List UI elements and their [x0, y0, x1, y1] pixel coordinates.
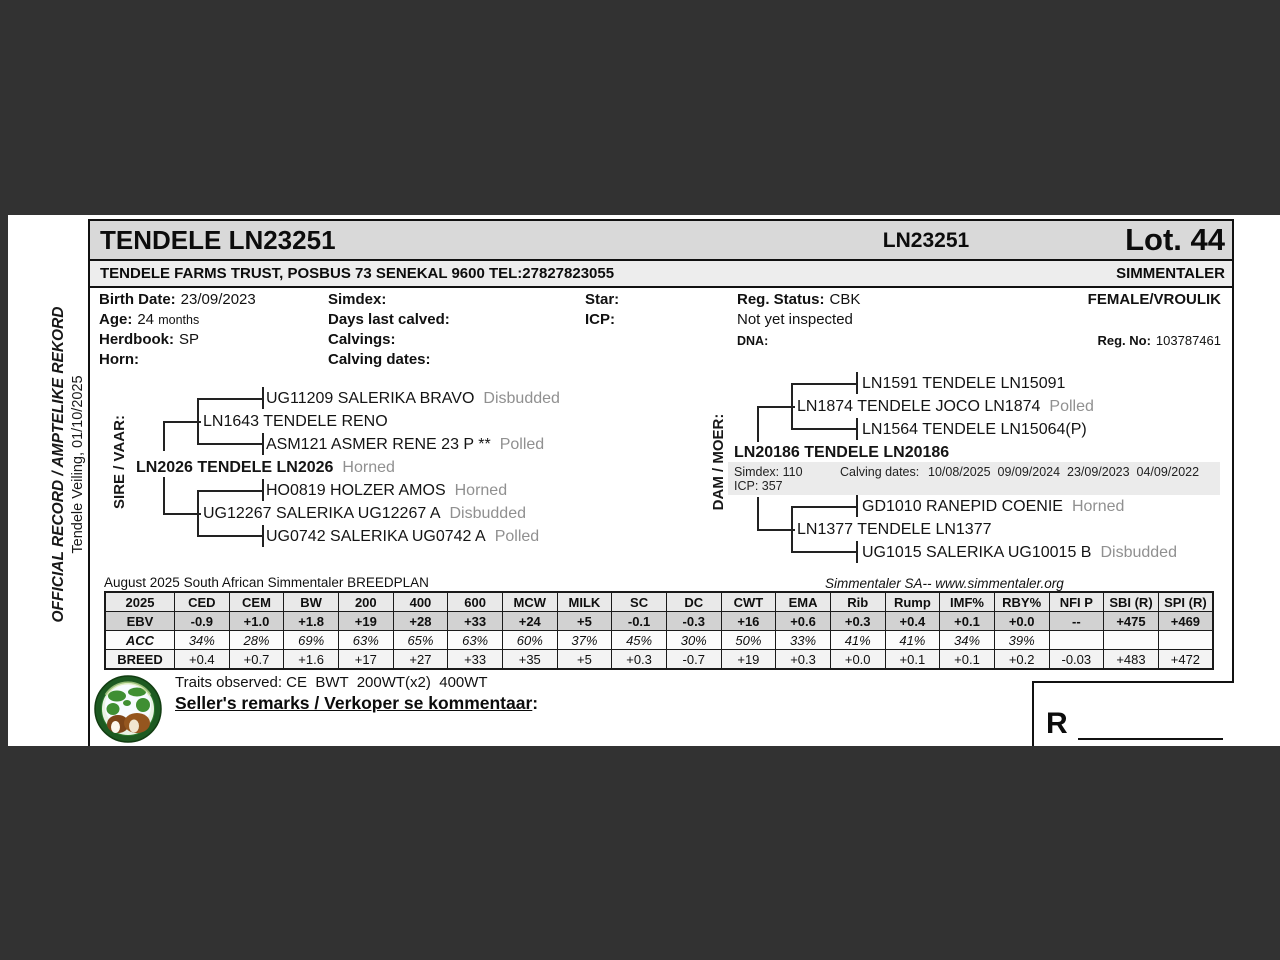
inspection-status: Not yet inspected [737, 311, 853, 328]
breedplan-breed-cell: +0.0 [830, 650, 885, 670]
breedplan-acc-row [105, 631, 1213, 650]
breedplan-header-cell: CWT [721, 592, 776, 612]
content-border-left [88, 219, 90, 746]
breedplan-acc-cell: ACC [105, 631, 175, 650]
breedplan-header-cell: BW [284, 592, 339, 612]
pedigree-node [266, 389, 560, 409]
animal-name: UG1015 SALERIKA UG10015 B [862, 544, 1092, 561]
breedplan-ebv-cell: +1.8 [284, 612, 339, 631]
tree-line [757, 497, 759, 531]
breedplan-breed-cell: BREED [105, 650, 175, 670]
breedplan-acc-cell [1104, 631, 1159, 650]
breedplan-table [104, 591, 1214, 670]
breedplan-ebv-cell: -0.9 [175, 612, 230, 631]
pedigree-node [797, 520, 1001, 540]
breedplan-header-row [105, 592, 1213, 612]
horn-status: Horned [1071, 498, 1125, 515]
breedplan-ebv-cell: +1.0 [229, 612, 284, 631]
field-simdex: Simdex: [328, 291, 387, 308]
breedplan-acc-cell: 34% [940, 631, 995, 650]
tree-line [197, 443, 264, 445]
breedplan-ebv-cell: +0.3 [830, 612, 885, 631]
breedplan-ebv-cell: -0.3 [666, 612, 721, 631]
horn-status: Polled [499, 436, 545, 453]
breedplan-acc-cell: 45% [612, 631, 667, 650]
breedplan-header-cell: IMF% [940, 592, 995, 612]
horn-status: Disbudded [449, 505, 526, 522]
tree-line [163, 513, 201, 515]
breedplan-acc-cell: 50% [721, 631, 776, 650]
field-horn: Horn: [99, 351, 139, 368]
pedigree-node-dam [734, 443, 949, 463]
tree-line [856, 372, 858, 394]
breedplan-ebv-cell: +33 [448, 612, 503, 631]
pedigree-node [203, 504, 526, 524]
breedplan-header-cell: Rump [885, 592, 940, 612]
horn-status: Horned [342, 459, 395, 476]
breedplan-ebv-cell: +16 [721, 612, 776, 631]
animal-name: LN20186 TENDELE LN20186 [734, 444, 950, 461]
breedplan-header-cell: DC [666, 592, 721, 612]
title-bar [90, 221, 1232, 261]
field-birth-date: Birth Date: 23/09/2023 [99, 291, 256, 308]
breedplan-breed-cell: +0.1 [940, 650, 995, 670]
tree-line [262, 479, 264, 501]
breedplan-breed-cell: +35 [502, 650, 557, 670]
owner-address: TENDELE FARMS TRUST, POSBUS 73 SENEKAL 9600 TEL:27827823055 [100, 265, 615, 282]
tree-line [197, 398, 264, 400]
field-reg-status: Reg. Status: CBK [737, 291, 861, 308]
breedplan-ebv-cell: +0.4 [885, 612, 940, 631]
breedplan-acc-cell: 34% [175, 631, 230, 650]
breedplan-ebv-cell: -0.1 [612, 612, 667, 631]
price-box-border-left [1032, 681, 1034, 746]
pedigree-node [862, 374, 1074, 394]
breedplan-breed-cell: +0.3 [776, 650, 831, 670]
tree-line [197, 490, 199, 537]
tree-line [262, 433, 264, 455]
breedplan-header-cell: CEM [229, 592, 284, 612]
tree-line [197, 490, 264, 492]
breedplan-header-cell: MILK [557, 592, 612, 612]
catalog-page [8, 215, 1280, 746]
simmentaler-logo [94, 675, 162, 743]
tree-line [757, 406, 759, 442]
tree-line [197, 535, 264, 537]
breedplan-ebv-cell: +0.0 [994, 612, 1049, 631]
price-blank-line [1078, 738, 1223, 740]
pedigree-node [862, 497, 1124, 517]
field-star: Star: [585, 291, 620, 308]
breedplan-ebv-cell: +469 [1158, 612, 1213, 631]
field-icp: ICP: [585, 311, 615, 328]
dam-calving-dates-label: Calving dates: [840, 465, 920, 479]
breedplan-breed-cell: +27 [393, 650, 448, 670]
breedplan-breed-cell: +17 [338, 650, 393, 670]
breedplan-breed-cell: +0.4 [175, 650, 230, 670]
price-currency: R [1046, 707, 1068, 740]
page-title: TENDELE LN23251 [100, 225, 336, 255]
animal-name: LN2026 TENDELE LN2026 [136, 459, 334, 476]
breed-name: SIMMENTALER [1116, 265, 1225, 282]
animal-id: LN23251 [882, 229, 970, 252]
breedplan-breed-cell: -0.7 [666, 650, 721, 670]
tree-line [163, 421, 201, 423]
breedplan-acc-cell: 60% [502, 631, 557, 650]
pedigree-node [862, 420, 1096, 440]
breedplan-header-cell: 600 [448, 592, 503, 612]
tree-line [262, 525, 264, 547]
breedplan-breed-cell: +0.3 [612, 650, 667, 670]
breedplan-ebv-cell: +24 [502, 612, 557, 631]
breedplan-ebv-cell: EBV [105, 612, 175, 631]
animal-name: UG0742 SALERIKA UG0742 A [266, 528, 486, 545]
field-herdbook: Herdbook: SP [99, 331, 200, 348]
pedigree-node [203, 412, 397, 432]
lot-number: Lot. 44 [1125, 222, 1225, 257]
animal-name: GD1010 RANEPID COENIE [862, 498, 1063, 515]
tree-line [163, 421, 165, 451]
breedplan-breed-cell: +5 [557, 650, 612, 670]
horn-status: Disbudded [483, 390, 560, 407]
traits-observed: Traits observed: CE BWT 200WT(x2) 400WT [175, 674, 488, 691]
breedplan-header-cell: Rib [830, 592, 885, 612]
tree-line [163, 477, 165, 515]
simmentaler-website-caption: Simmentaler SA-- www.simmentaler.org [825, 576, 1064, 591]
animal-name: HO0819 HOLZER AMOS [266, 482, 446, 499]
tree-line [791, 506, 858, 508]
animal-name: ASM121 ASMER RENE 23 P ** [266, 436, 491, 453]
breedplan-header-cell: SC [612, 592, 667, 612]
breedplan-acc-cell: 63% [448, 631, 503, 650]
dam-details-band [728, 462, 1220, 495]
breedplan-header-cell: 400 [393, 592, 448, 612]
pedigree-node-sire [136, 458, 395, 478]
animal-name: LN1643 TENDELE RENO [203, 413, 388, 430]
breedplan-ebv-cell: +0.1 [940, 612, 995, 631]
field-calving-dates: Calving dates: [328, 351, 431, 368]
breedplan-breed-cell: +33 [448, 650, 503, 670]
breedplan-acc-cell: 41% [885, 631, 940, 650]
horn-status: Polled [494, 528, 540, 545]
breedplan-header-cell: RBY% [994, 592, 1049, 612]
animal-name: UG12267 SALERIKA UG12267 A [203, 505, 441, 522]
horn-status: Horned [454, 482, 508, 499]
breedplan-acc-cell: 65% [393, 631, 448, 650]
breedplan-caption: August 2025 South African Simmentaler BREEDPLAN [104, 575, 429, 590]
breedplan-header-cell: MCW [502, 592, 557, 612]
breedplan-header-cell: 2025 [105, 592, 175, 612]
auction-event-vertical-label: Tendele Veiling, 01/10/2025 [70, 375, 86, 554]
breedplan-breed-cell: -0.03 [1049, 650, 1104, 670]
breedplan-acc-cell [1158, 631, 1213, 650]
field-calvings: Calvings: [328, 331, 396, 348]
breedplan-header-cell: SPI (R) [1158, 592, 1213, 612]
content-border-right [1232, 219, 1234, 683]
sellers-remarks-heading: Seller's remarks / Verkoper se kommentaar: [175, 693, 539, 713]
price-box-border-top [1032, 681, 1234, 683]
pedigree-node [266, 435, 544, 455]
breedplan-ebv-cell: +19 [338, 612, 393, 631]
tree-line [262, 387, 264, 409]
breedplan-breed-cell: +0.2 [994, 650, 1049, 670]
breedplan-ebv-cell: +475 [1104, 612, 1159, 631]
sire-heading: SIRE / VAAR: [111, 415, 128, 509]
breedplan-acc-cell: 33% [776, 631, 831, 650]
tree-line [791, 506, 793, 553]
horn-status: Disbudded [1100, 544, 1177, 561]
breedplan-breed-cell: +1.6 [284, 650, 339, 670]
tree-line [856, 418, 858, 440]
field-days-last-calved: Days last calved: [328, 311, 450, 328]
tree-line [856, 541, 858, 563]
tree-line [791, 551, 858, 553]
breedplan-ebv-cell: +0.6 [776, 612, 831, 631]
tree-line [791, 428, 858, 430]
breedplan-ebv-cell: -- [1049, 612, 1104, 631]
breedplan-acc-cell: 39% [994, 631, 1049, 650]
breedplan-breed-cell: +19 [721, 650, 776, 670]
breedplan-ebv-cell: +28 [393, 612, 448, 631]
breedplan-breed-cell: +0.1 [885, 650, 940, 670]
breedplan-header-cell: EMA [776, 592, 831, 612]
tree-line [856, 495, 858, 517]
breedplan-breed-cell: +0.7 [229, 650, 284, 670]
breedplan-acc-cell: 63% [338, 631, 393, 650]
dam-heading: DAM / MOER: [710, 413, 727, 511]
breedplan-acc-cell: 41% [830, 631, 885, 650]
official-record-vertical-label: OFFICIAL RECORD / AMPTELIKE REKORD [50, 306, 67, 623]
breedplan-acc-cell [1049, 631, 1104, 650]
animal-name: LN1377 TENDELE LN1377 [797, 521, 992, 538]
tree-line [757, 406, 795, 408]
breedplan-acc-cell: 37% [557, 631, 612, 650]
field-age: Age: 24 months [99, 311, 200, 328]
dam-simdex: Simdex: 110 [734, 465, 803, 479]
breedplan-header-cell: NFI P [1049, 592, 1104, 612]
pedigree-node [862, 543, 1177, 563]
breedplan-breed-cell: +483 [1104, 650, 1159, 670]
breedplan-acc-cell: 69% [284, 631, 339, 650]
tree-line [791, 383, 858, 385]
breedplan-header-cell: CED [175, 592, 230, 612]
breedplan-ebv-row [105, 612, 1213, 631]
animal-name: LN1591 TENDELE LN15091 [862, 375, 1066, 392]
breedplan-acc-cell: 30% [666, 631, 721, 650]
pedigree-node [266, 527, 539, 547]
breedplan-header-cell: 200 [338, 592, 393, 612]
breedplan-acc-cell: 28% [229, 631, 284, 650]
animal-name: UG11209 SALERIKA BRAVO [266, 390, 475, 407]
pedigree-node [266, 481, 507, 501]
breedplan-ebv-cell: +5 [557, 612, 612, 631]
horn-status: Polled [1049, 398, 1094, 415]
field-dna: DNA: [737, 334, 769, 348]
breedplan-breed-cell: +472 [1158, 650, 1213, 670]
dam-icp: ICP: 357 [734, 479, 783, 493]
breedplan-header-cell: SBI (R) [1104, 592, 1159, 612]
animal-name: LN1874 TENDELE JOCO LN1874 [797, 398, 1041, 415]
field-reg-no: Reg. No: 103787461 [1097, 333, 1221, 348]
dam-calving-dates: 10/08/2025 09/09/2024 23/09/2023 04/09/2022 [928, 465, 1200, 479]
tree-line [757, 529, 795, 531]
sex-label: FEMALE/VROULIK [1087, 291, 1221, 308]
animal-name: LN1564 TENDELE LN15064(P) [862, 421, 1087, 438]
pedigree-node [797, 397, 1094, 417]
breedplan-breed-row [105, 650, 1213, 670]
owner-bar [90, 261, 1232, 288]
